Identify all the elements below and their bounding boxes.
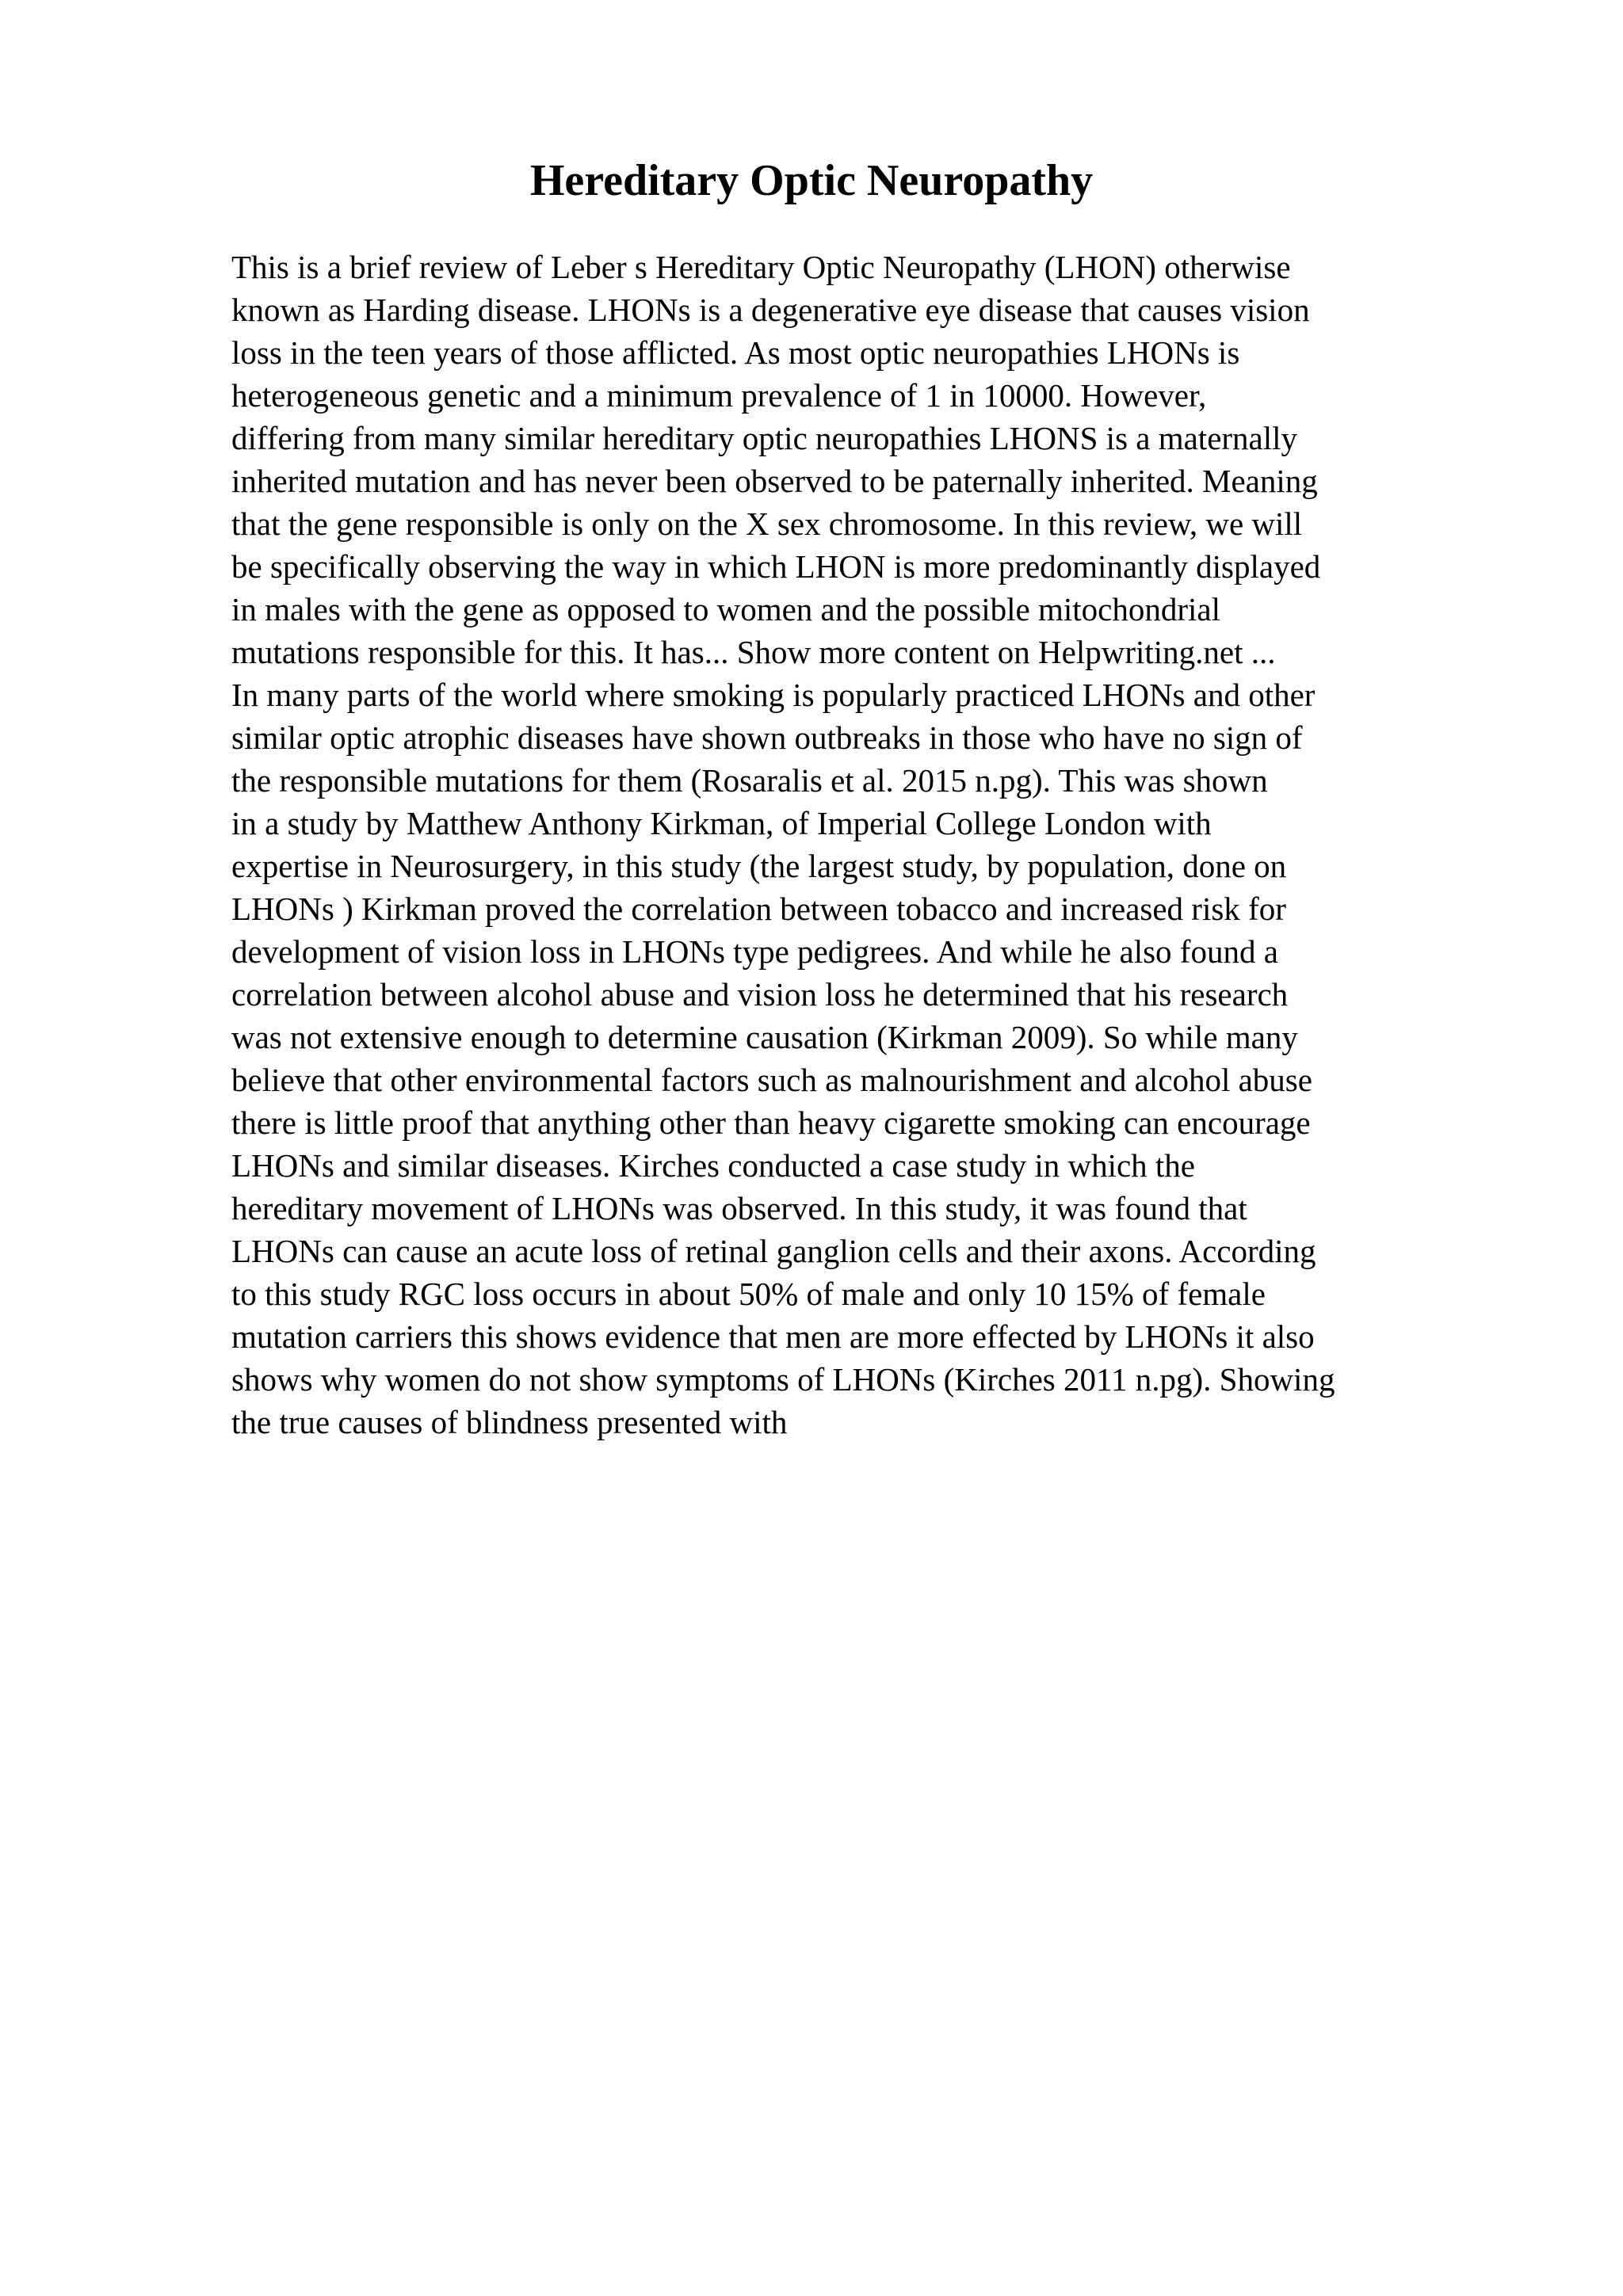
text-line: to this study RGC loss occurs in about 50% of male and only 10 15% of female	[231, 1276, 1266, 1312]
text-line: there is little proof that anything other than heavy cigarette smoking can encourage	[231, 1104, 1311, 1141]
text-line: expertise in Neurosurgery, in this study (the largest study, by population, done on	[231, 848, 1287, 884]
text-line: This is a brief review of Leber s Hereditary Optic Neuropathy (LHON) otherwise	[231, 249, 1291, 285]
document-title: Hereditary Optic Neuropathy	[529, 156, 1094, 205]
text-line: heterogeneous genetic and a minimum prevalence of 1 in 10000. However,	[231, 377, 1207, 414]
text-line: mutations responsible for this. It has... Show more content on Helpwriting.net ...	[231, 634, 1276, 670]
text-line: the responsible mutations for them (Rosaralis et al. 2015 n.pg). This was shown	[231, 762, 1268, 799]
text-line: shows why women do not show symptoms of LHONs (Kirches 2011 n.pg). Showing	[231, 1361, 1335, 1398]
text-line: LHONs ) Kirkman proved the correlation between tobacco and increased risk for	[231, 891, 1286, 927]
text-line: in a study by Matthew Anthony Kirkman, of Imperial College London with	[231, 805, 1212, 841]
text-line: similar optic atrophic diseases have shown outbreaks in those who have no sign of	[231, 719, 1303, 756]
text-line: correlation between alcohol abuse and vision loss he determined that his research	[231, 976, 1289, 1013]
text-line: known as Harding disease. LHONs is a degenerative eye disease that causes vision	[231, 292, 1310, 328]
text-line: that the gene responsible is only on the X sex chromosome. In this review, we will	[231, 505, 1303, 542]
text-line: hereditary movement of LHONs was observed. In this study, it was found that	[231, 1190, 1247, 1226]
text-line: In many parts of the world where smoking is popularly practiced LHONs and other	[231, 677, 1316, 713]
text-line: in males with the gene as opposed to women and the possible mitochondrial	[231, 591, 1220, 627]
text-line: the true causes of blindness presented with	[231, 1404, 788, 1440]
text-line: loss in the teen years of those afflicted. As most optic neuropathies LHONs is	[231, 334, 1240, 371]
text-line: development of vision loss in LHONs type pedigrees. And while he also found a	[231, 933, 1278, 970]
text-line: LHONs and similar diseases. Kirches conducted a case study in which the	[231, 1147, 1196, 1184]
text-line: mutation carriers this shows evidence that men are more effected by LHONs it also	[231, 1318, 1315, 1355]
text-line: inherited mutation and has never been observed to be paternally inherited. Meaning	[231, 463, 1318, 499]
text-line: differing from many similar hereditary optic neuropathies LHONS is a maternally	[231, 420, 1298, 456]
text-line: believe that other environmental factors such as malnourishment and alcohol abuse	[231, 1062, 1312, 1098]
text-line: be specifically observing the way in which LHON is more predominantly displayed	[231, 548, 1321, 585]
document-body	[231, 246, 1499, 1444]
text-line: was not extensive enough to determine causation (Kirkman 2009). So while many	[231, 1019, 1298, 1055]
text-line: LHONs can cause an acute loss of retinal ganglion cells and their axons. According	[231, 1233, 1316, 1269]
